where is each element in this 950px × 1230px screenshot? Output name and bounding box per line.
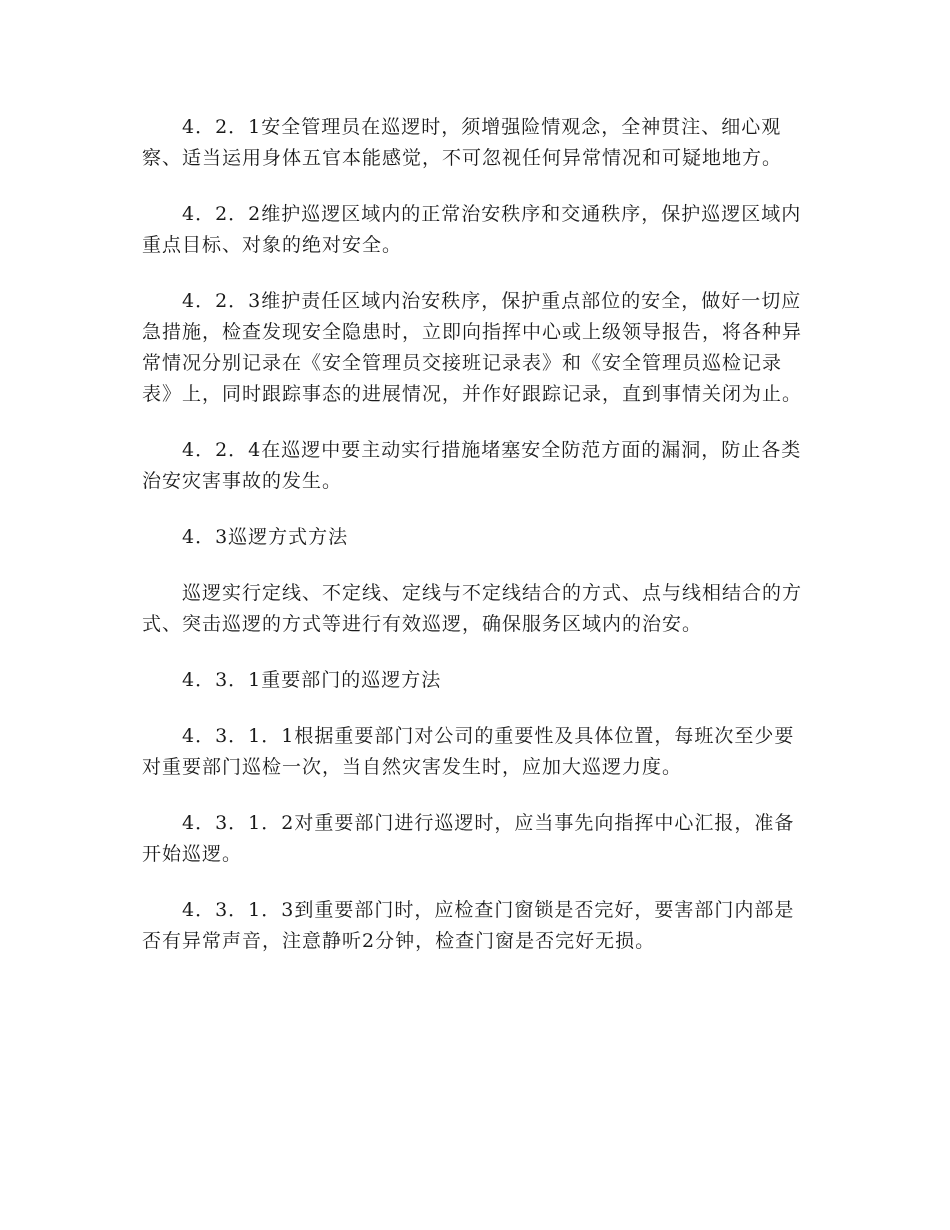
paragraph-patrol-methods: 巡逻实行定线、不定线、定线与不定线结合的方式、点与线相结合的方式、突击巡逻的方式等进行有效巡逻，确保服务区域内的治安。 [142,582,803,635]
paragraph-4-2-1: 4．2．1安全管理员在巡逻时，须增强险情观念，全神贯注、细心观察、适当运用身体五官本能感觉，不可忽视任何异常情况和可疑地地方。 [142,116,783,169]
paragraph-4-3-1-3: 4．3．1．3到重要部门时，应检查门窗锁是否完好，要害部门内部是否有异常声音，注意静听2分钟，检查门窗是否完好无损。 [142,899,795,952]
document-page [142,112,812,982]
section-heading-4-3: 4．3巡逻方式方法 [182,526,349,548]
section-heading-4-3-1: 4．3．1重要部门的巡逻方法 [182,669,442,691]
paragraph-4-2-3: 4．2．3维护责任区域内治安秩序，保护重点部位的安全，做好一切应急措施，检查发现安全隐患时，立即向指挥中心或上级领导报告，将各种异常情况分别记录在《安全管理员交接班记录表》和《安全管理员巡检记录表》上，同时跟踪事态的进展情况，并作好跟踪记录，直到事情关闭为止。 [142,290,803,405]
paragraph-4-2-2: 4．2．2维护巡逻区域内的正常治安秩序和交通秩序，保护巡逻区域内重点目标、对象的绝对安全。 [142,203,802,256]
paragraph-4-2-4: 4．2．4在巡逻中要主动实行措施堵塞安全防范方面的漏洞，防止各类治安灾害事故的发生。 [142,439,802,492]
paragraph-4-3-1-2: 4．3．1．2对重要部门进行巡逻时，应当事先向指挥中心汇报，准备开始巡逻。 [142,812,795,865]
paragraph-4-3-1-1: 4．3．1．1根据重要部门对公司的重要性及具体位置，每班次至少要对重要部门巡检一次，当自然灾害发生时，应加大巡逻力度。 [142,725,795,778]
